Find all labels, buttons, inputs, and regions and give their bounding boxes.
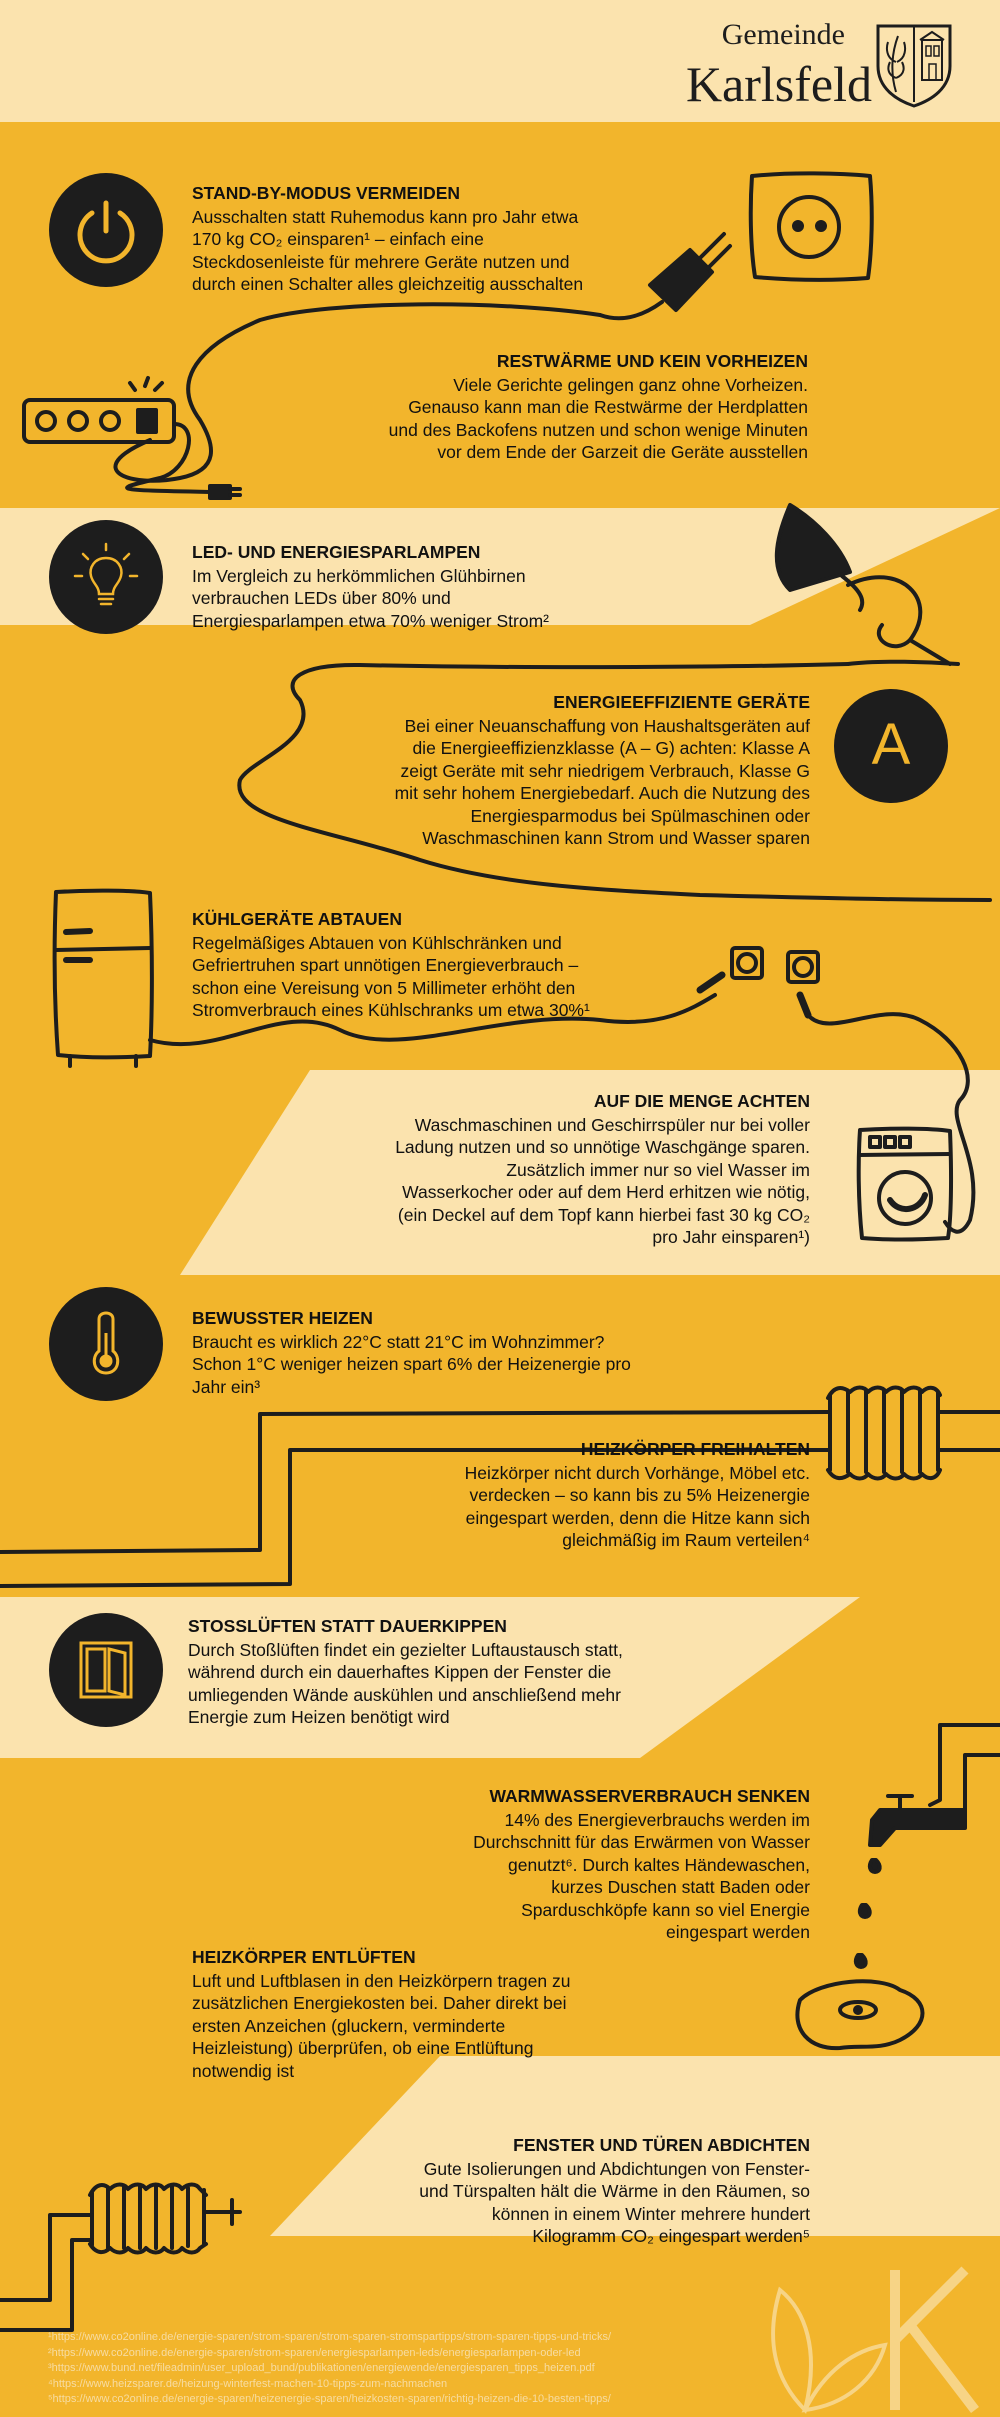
section-text: Waschmaschinen und Geschirrspüler nur bei voller Ladung nutzen und so unnötige Waschgänge sparen. Zusätzlich immer nur so viel Wasser im Wasserkocher oder auf dem Herd erhitzen wie nötig, (ein Deckel auf dem Topf kann hierbei fast 30 kg CO₂ pro Jahr einsparen¹) — [395, 1114, 810, 1247]
section-title: LED- UND ENERGIESPARLAMPEN — [192, 542, 481, 562]
section-text: Regelmäßiges Abtauen von Kühlschränken und Gefriertruhen spart unnötigen Energieverbrauch – schon eine Vereisung von 5 Millimeter erhöht den Stromverbrauch eines Kühlschranks um etwa 30%¹ — [192, 932, 590, 1020]
section-text: Heizkörper nicht durch Vorhänge, Möbel etc. verdecken – so kann bis zu 5% Heizenergie eingespart werden, denn die Hitze kann sich gleichmäßig im Raum verteilen⁴ — [464, 1462, 810, 1550]
thermometer-icon — [49, 1287, 163, 1401]
section-title: FENSTER UND TÜREN ABDICHTEN — [513, 2135, 810, 2155]
puddle-icon — [797, 1981, 922, 2048]
section-text: Viele Gerichte gelingen ganz ohne Vorheizen. Genauso kann man die Restwärme der Herdplatten und des Backofens nutzen und schon wenige Minuten vor dem Ende der Garzeit die Geräte ausstellen — [388, 374, 808, 462]
karlsfeld-logo-watermark-icon — [735, 2250, 985, 2417]
plug-icon — [600, 234, 730, 318]
radiator-small-icon — [90, 2185, 240, 2253]
section-title: WARMWASSERVERBRAUCH SENKEN — [489, 1786, 810, 1806]
efficiency-class-icon — [834, 689, 948, 803]
section-title: RESTWÄRME UND KEIN VORHEIZEN — [496, 351, 808, 371]
section-text: Ausschalten statt Ruhemodus kann pro Jahr etwa 170 kg CO₂ einsparen¹ – einfach eine Steckdosenleiste für mehrere Geräte nutzen und durch einen Schalter alles gleichzeitig ausschalten — [192, 206, 584, 294]
brand-line2: Karlsfeld — [685, 56, 872, 112]
section-led — [192, 541, 592, 632]
window-icon — [49, 1613, 163, 1727]
section-standby — [192, 182, 612, 296]
section-text: Im Vergleich zu herkömmlichen Glühbirnen verbrauchen LEDs über 80% und Energiesparlampen etwa 70% weniger Strom² — [192, 565, 549, 631]
light-bulb-icon — [49, 520, 163, 634]
section-title: AUF DIE MENGE ACHTEN — [593, 1091, 810, 1111]
section-title: HEIZKÖRPER ENTLÜFTEN — [192, 1947, 416, 1967]
section-text: Durch Stoßlüften findet ein gezielter Luftaustausch statt, während durch ein dauerhaftes Kippen der Fenster die umliegenden Wände auskühlen und anschließend mehr Energie zum Heizen benötigt wird — [188, 1639, 623, 1727]
section-warmwasser — [455, 1785, 810, 1944]
section-title: HEIZKÖRPER FREIHALTEN — [580, 1439, 810, 1459]
footnote: ²https://www.co2online.de/energie-sparen/strom-sparen/energiesparlampen-leds/energiesparlampen-oder-led — [48, 2346, 581, 2359]
section-text: Luft und Luftblasen in den Heizkörpern tragen zu zusätzlichen Energiekosten bei. Daher direkt bei ersten Anzeichen (gluckern, verminderte Heizleistung) überprüfen, ob eine Entlüftung notwendig ist — [192, 1970, 571, 2081]
section-text: 14% des Energieverbrauchs werden im Durchschnitt für das Erwärmen von Wasser genutzt⁶. Durch kaltes Händewaschen, kurzes Duschen statt Baden oder Sparduschköpfe kann so viel Energie eingespart werden — [473, 1809, 810, 1942]
faucet-icon — [856, 1796, 965, 1967]
fridge-icon — [55, 891, 152, 1066]
footnote: ⁵https://www.co2online.de/energie-sparen/heizenergie-sparen/heizkosten-sparen/richtig-heizen-die-10-besten-tipps/ — [48, 2393, 611, 2405]
section-kuehlgeraete — [192, 908, 612, 1022]
section-geraete — [385, 691, 810, 850]
footnotes — [48, 2330, 611, 2408]
section-title: STAND-BY-MODUS VERMEIDEN — [192, 183, 461, 203]
radiator-icon — [828, 1388, 940, 1479]
section-heizen — [192, 1307, 642, 1398]
section-title: KÜHLGERÄTE ABTAUEN — [192, 909, 402, 929]
efficiency-class-letter: A — [871, 712, 911, 777]
section-title: BEWUSSTER HEIZEN — [192, 1308, 373, 1328]
footnote: ⁴https://www.heizsparer.de/heizung-winterfest-machen-10-tipps-zum-nachmachen — [48, 2377, 448, 2390]
section-entlueften — [192, 1946, 572, 2082]
footnote: ¹https://www.co2online.de/energie-sparen/strom-sparen/strom-sparen-stromspartipps/strom-sparen-tipps-und-tricks/ — [48, 2331, 612, 2343]
section-text: Braucht es wirklich 22°C statt 21°C im Wohnzimmer? Schon 1°C weniger heizen spart 6% der Heizenergie pro Jahr ein³ — [192, 1331, 631, 1397]
section-title: ENERGIEEFFIZIENTE GERÄTE — [553, 692, 810, 712]
wall-socket-icon — [751, 173, 872, 279]
section-lueften — [188, 1615, 628, 1729]
brand-line1: Gemeinde — [721, 18, 845, 51]
section-text: Gute Isolierungen und Abdichtungen von Fenster- und Türspalten hält die Wärme in den Räumen, so können in einem Winter mehrere hundert Kilogramm CO₂ eingespart werden⁵ — [419, 2158, 810, 2246]
section-heizkoerper-freihalten — [445, 1438, 810, 1552]
power-button-icon — [49, 173, 163, 287]
footnote: ³https://www.bund.net/fileadmin/user_upload_bund/publikationen/energiewende/energiesparen_tipps_heizen.pdf — [48, 2362, 595, 2374]
washing-machine-icon — [859, 1129, 951, 1240]
section-restwaerme — [385, 350, 808, 464]
section-text: Bei einer Neuanschaffung von Haushaltsgeräten auf die Energieeffizienzklasse (A – G) achten: Klasse A zeigt Geräte mit sehr niedrigem Verbrauch, Klasse G mit sehr hohem Energiebedarf. Auch die Nutzung des Energiesparmodus bei Spülmaschinen oder Waschmaschinen kann Strom und Wasser sparen — [394, 715, 810, 848]
desk-lamp-icon — [777, 505, 958, 664]
double-socket-icon — [700, 948, 818, 1015]
section-abdichten — [418, 2134, 810, 2248]
section-title: STOSSLÜFTEN STATT DAUERKIPPEN — [188, 1616, 507, 1636]
section-menge — [395, 1090, 810, 1249]
